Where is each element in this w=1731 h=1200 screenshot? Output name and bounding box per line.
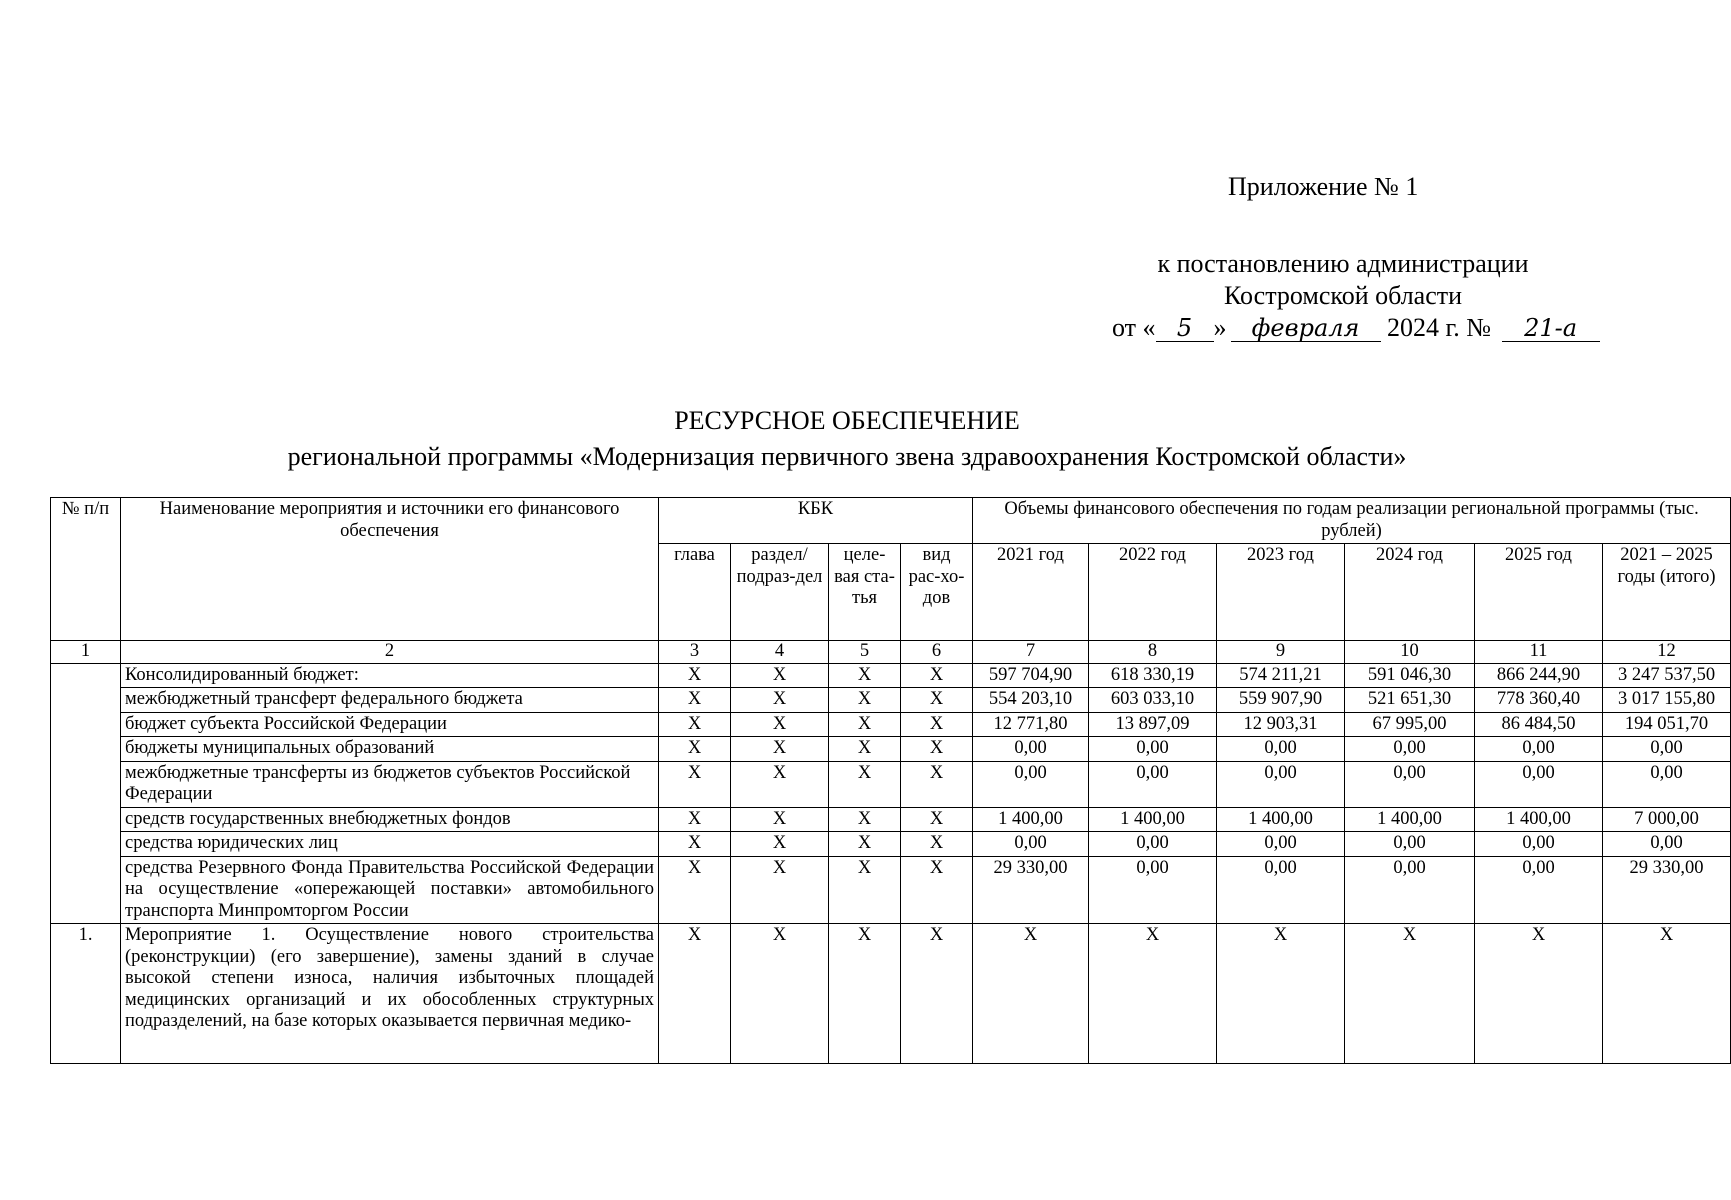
value-cell: 554 203,10: [973, 688, 1089, 713]
kbk-cell: Х: [659, 832, 731, 857]
value-cell: 7 000,00: [1603, 807, 1731, 832]
head-name: Наименование мероприятия и источники его финансового обеспечения: [121, 498, 659, 641]
document-title: РЕСУРСНОЕ ОБЕСПЕЧЕНИЕ: [674, 406, 1020, 435]
value-cell: 0,00: [1475, 737, 1603, 762]
head-num: № п/п: [51, 498, 121, 641]
kbk-cell: Х: [901, 856, 973, 924]
handwritten-day: 5: [1156, 315, 1214, 342]
kbk-cell: Х: [901, 712, 973, 737]
row-name: средств государственных внебюджетных фондов: [121, 807, 659, 832]
value-cell: 0,00: [1603, 761, 1731, 807]
kbk-cell: Х: [901, 807, 973, 832]
kbk-cell: Х: [731, 856, 829, 924]
row-name: межбюджетные трансферты из бюджетов субъектов Российской Федерации: [121, 761, 659, 807]
kbk-cell: Х: [659, 856, 731, 924]
resource-table: [50, 497, 1731, 1064]
kbk-cell: Х: [829, 832, 901, 857]
head-year: 2021 – 2025 годы (итого): [1603, 544, 1731, 641]
value-cell: 12 903,31: [1217, 712, 1345, 737]
value-cell: 0,00: [1217, 856, 1345, 924]
column-number: 10: [1345, 641, 1475, 664]
value-cell: Х: [1217, 924, 1345, 1064]
kbk-cell: Х: [901, 761, 973, 807]
row-name: межбюджетный трансферт федерального бюджета: [121, 688, 659, 713]
document-subtitle: региональной программы «Модернизация первичного звена здравоохранения Костромской области»: [287, 442, 1407, 471]
kbk-cell: Х: [829, 856, 901, 924]
value-cell: 597 704,90: [973, 663, 1089, 688]
column-number: 6: [901, 641, 973, 664]
column-number: 3: [659, 641, 731, 664]
table-row: [51, 737, 1731, 762]
head-kbk-col: вид рас-хо-дов: [901, 544, 973, 641]
value-cell: 0,00: [973, 737, 1089, 762]
column-number-row: [51, 641, 1731, 664]
row-name: Консолидированный бюджет:: [121, 663, 659, 688]
kbk-cell: Х: [731, 807, 829, 832]
table-row: [51, 688, 1731, 713]
head-year: 2022 год: [1089, 544, 1217, 641]
column-number: 12: [1603, 641, 1731, 664]
kbk-cell: Х: [731, 832, 829, 857]
value-cell: 12 771,80: [973, 712, 1089, 737]
column-number: 9: [1217, 641, 1345, 664]
value-cell: Х: [1475, 924, 1603, 1064]
value-cell: 0,00: [1217, 761, 1345, 807]
value-cell: 86 484,50: [1475, 712, 1603, 737]
value-cell: 13 897,09: [1089, 712, 1217, 737]
row-name: бюджет субъекта Российской Федерации: [121, 712, 659, 737]
table-row: [51, 663, 1731, 688]
value-cell: 521 651,30: [1345, 688, 1475, 713]
kbk-cell: Х: [659, 688, 731, 713]
kbk-cell: Х: [901, 832, 973, 857]
date-prefix: от «: [1112, 313, 1156, 342]
kbk-cell: Х: [659, 712, 731, 737]
value-cell: 29 330,00: [1603, 856, 1731, 924]
value-cell: 0,00: [1345, 737, 1475, 762]
value-cell: 0,00: [1217, 832, 1345, 857]
kbk-cell: Х: [829, 688, 901, 713]
value-cell: 778 360,40: [1475, 688, 1603, 713]
kbk-cell: Х: [659, 737, 731, 762]
head-kbk-col: глава: [659, 544, 731, 641]
kbk-cell: Х: [901, 924, 973, 1064]
value-cell: 1 400,00: [1217, 807, 1345, 832]
column-number: 7: [973, 641, 1089, 664]
head-year: 2025 год: [1475, 544, 1603, 641]
value-cell: 0,00: [1345, 761, 1475, 807]
head-kbk-col: раздел/ подраз-дел: [731, 544, 829, 641]
table-row: [51, 832, 1731, 857]
value-cell: 0,00: [1475, 856, 1603, 924]
row-name: Мероприятие 1. Осуществление нового строительства (реконструкции) (его завершение), замены зданий в случае высокой степени износа, наличия избыточных площадей медицинских организаций и их обособленных структурных подразделений, на базе которых оказывается первичная медико-: [121, 924, 659, 1064]
value-cell: 0,00: [1345, 856, 1475, 924]
value-cell: 0,00: [973, 761, 1089, 807]
row-name: средства юридических лиц: [121, 832, 659, 857]
kbk-cell: Х: [731, 663, 829, 688]
value-cell: 618 330,19: [1089, 663, 1217, 688]
table-row: [51, 924, 1731, 1064]
value-cell: 0,00: [1089, 856, 1217, 924]
kbk-cell: Х: [901, 663, 973, 688]
value-cell: 0,00: [1217, 737, 1345, 762]
value-cell: 603 033,10: [1089, 688, 1217, 713]
value-cell: 0,00: [1475, 761, 1603, 807]
value-cell: 1 400,00: [1345, 807, 1475, 832]
value-cell: 0,00: [1603, 832, 1731, 857]
head-year: 2024 год: [1345, 544, 1475, 641]
decree-line-2: Костромской области: [1223, 281, 1463, 310]
column-number: 8: [1089, 641, 1217, 664]
value-cell: 1 400,00: [1475, 807, 1603, 832]
row-name: средства Резервного Фонда Правительства Российской Федерации на осуществление «опережающей поставки» автомобильного транспорта Минпромторгом России: [121, 856, 659, 924]
kbk-cell: Х: [659, 663, 731, 688]
kbk-cell: Х: [731, 761, 829, 807]
kbk-cell: Х: [731, 924, 829, 1064]
table-row: [51, 712, 1731, 737]
value-cell: Х: [1089, 924, 1217, 1064]
column-number: 4: [731, 641, 829, 664]
value-cell: 194 051,70: [1603, 712, 1731, 737]
kbk-cell: Х: [829, 761, 901, 807]
value-cell: Х: [1603, 924, 1731, 1064]
header-row-1: [51, 498, 1731, 544]
decree-line-1: к постановлению администрации: [1157, 249, 1529, 278]
value-cell: Х: [973, 924, 1089, 1064]
value-cell: 1 400,00: [1089, 807, 1217, 832]
column-number: 1: [51, 641, 121, 664]
column-number: 5: [829, 641, 901, 664]
kbk-cell: Х: [901, 737, 973, 762]
kbk-cell: Х: [731, 688, 829, 713]
table-row: [51, 807, 1731, 832]
kbk-cell: Х: [731, 712, 829, 737]
decree-reference: [1108, 248, 1578, 312]
head-kbk: КБК: [659, 498, 973, 544]
value-cell: 0,00: [1475, 832, 1603, 857]
kbk-cell: Х: [829, 924, 901, 1064]
date-year: 2024 г. №: [1380, 313, 1498, 342]
value-cell: 0,00: [1345, 832, 1475, 857]
kbk-cell: Х: [829, 737, 901, 762]
kbk-cell: Х: [901, 688, 973, 713]
value-cell: 0,00: [1603, 737, 1731, 762]
value-cell: 591 046,30: [1345, 663, 1475, 688]
handwritten-month: февраля: [1231, 315, 1381, 342]
kbk-cell: Х: [731, 737, 829, 762]
head-kbk-col: целе-вая ста-тья: [829, 544, 901, 641]
head-year: 2021 год: [973, 544, 1089, 641]
value-cell: 0,00: [1089, 737, 1217, 762]
column-number: 2: [121, 641, 659, 664]
value-cell: 3 017 155,80: [1603, 688, 1731, 713]
row-name: бюджеты муниципальных образований: [121, 737, 659, 762]
kbk-cell: Х: [829, 712, 901, 737]
date-mid: »: [1213, 313, 1227, 342]
value-cell: 0,00: [1089, 761, 1217, 807]
value-cell: 0,00: [973, 832, 1089, 857]
kbk-cell: Х: [829, 807, 901, 832]
column-number: 11: [1475, 641, 1603, 664]
value-cell: 0,00: [1089, 832, 1217, 857]
value-cell: 67 995,00: [1345, 712, 1475, 737]
annex-label: Приложение № 1: [1228, 172, 1419, 201]
value-cell: 3 247 537,50: [1603, 663, 1731, 688]
value-cell: 29 330,00: [973, 856, 1089, 924]
row-num: 1.: [51, 924, 121, 1064]
value-cell: 866 244,90: [1475, 663, 1603, 688]
value-cell: 559 907,90: [1217, 688, 1345, 713]
value-cell: 574 211,21: [1217, 663, 1345, 688]
decree-date-line: [1112, 312, 1600, 344]
handwritten-number: 21-а: [1502, 315, 1600, 342]
value-cell: Х: [1345, 924, 1475, 1064]
kbk-cell: Х: [659, 761, 731, 807]
row-num-empty: [51, 663, 121, 924]
kbk-cell: Х: [829, 663, 901, 688]
value-cell: 1 400,00: [973, 807, 1089, 832]
kbk-cell: Х: [659, 807, 731, 832]
kbk-cell: Х: [659, 924, 731, 1064]
table-row: [51, 856, 1731, 924]
head-volumes: Объемы финансового обеспечения по годам реализации региональной программы (тыс. рублей): [973, 498, 1731, 544]
head-year: 2023 год: [1217, 544, 1345, 641]
table-row: [51, 761, 1731, 807]
